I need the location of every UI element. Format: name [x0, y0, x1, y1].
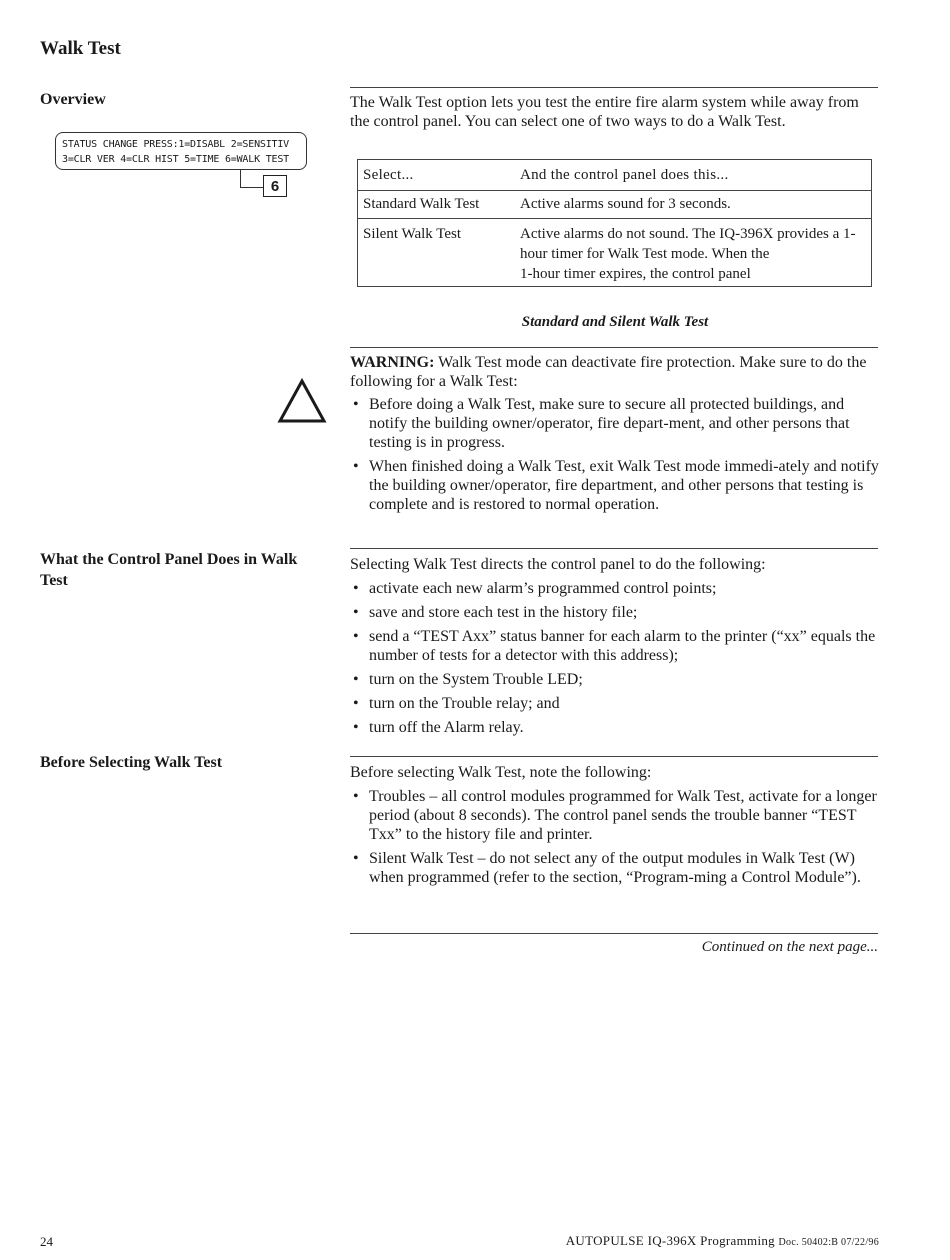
- before-block: [350, 763, 880, 887]
- section-divider: [350, 347, 878, 348]
- table-header-cell: And the control panel does this...: [520, 160, 872, 191]
- section-divider: [350, 933, 878, 934]
- warning-label: WARNING:: [350, 354, 435, 371]
- does-intro: Selecting Walk Test directs the control panel to do the following:: [350, 556, 766, 573]
- table-row: [358, 191, 872, 219]
- list-item: • Troubles – all control modules programmed for Walk Test, activate for a longer period (about 8 seconds). The control panel sends the trouble banner “TEST Txx” to the history file and printer.: [350, 787, 880, 844]
- table-cell: Active alarms sound for 3 seconds.: [520, 191, 872, 219]
- footer-doc: Doc. 50402:B 07/22/96: [778, 1237, 879, 1248]
- before-intro: Before selecting Walk Test, note the following:: [350, 764, 652, 781]
- callout-leader: [240, 170, 263, 188]
- list-item: • turn on the Trouble relay; and: [350, 694, 880, 713]
- overview-heading: Overview: [40, 91, 106, 108]
- table-caption: Standard and Silent Walk Test: [521, 314, 709, 330]
- list-item: • When finished doing a Walk Test, exit Walk Test mode immedi-ately and notify the building owner/operator, fire department, and other persons that testing is complete and is restored to normal operation.: [350, 457, 880, 514]
- list-item: • Before doing a Walk Test, make sure to secure all protected buildings, and notify the building owner/operator, fire depart-ment, and other persons that testing is in progress.: [350, 395, 880, 452]
- table-cell-line: 1-hour timer expires, the control panel: [520, 266, 751, 282]
- list-item: • turn off the Alarm relay.: [350, 718, 880, 737]
- list-item: • save and store each test in the history file;: [350, 603, 880, 622]
- list-item: • Silent Walk Test – do not select any of the output modules in Walk Test (W) when programmed (refer to the section, “Program-ming a Control Module”).: [350, 849, 880, 887]
- warning-text: [350, 353, 880, 391]
- list-item: • send a “TEST Axx” status banner for each alarm to the printer (“xx” equals the number of tests for a detector with this address);: [350, 627, 880, 665]
- section-divider: [350, 87, 878, 88]
- page-number: 24: [40, 1234, 53, 1249]
- lcd-line-2: 3=CLR VER 4=CLR HIST 5=TIME 6=WALK TEST: [62, 154, 289, 165]
- does-block: [350, 555, 880, 737]
- table-cell-line: Active alarms do not sound. The IQ-396X provides a 1-hour timer for Walk Test mode. When the: [520, 226, 856, 262]
- table-cell: Standard Walk Test: [358, 191, 521, 219]
- list-item: • turn on the System Trouble LED;: [350, 670, 880, 689]
- walk-test-table: [357, 159, 872, 287]
- table-cell: [520, 219, 872, 287]
- does-heading: What the Control Panel Does in Walk Test: [40, 551, 298, 589]
- lcd-line-1: STATUS CHANGE PRESS:1=DISABL 2=SENSITIV: [62, 139, 289, 150]
- overview-intro: The Walk Test option lets you test the entire fire alarm system while away from the control panel. You can select one of two ways to do a Walk Test.: [350, 94, 859, 130]
- lcd-display: [55, 132, 307, 170]
- table-header-cell: Select...: [358, 160, 521, 191]
- page-footer: [450, 1233, 879, 1249]
- before-list: [350, 787, 880, 887]
- does-list: [350, 579, 880, 737]
- before-heading: Before Selecting Walk Test: [40, 754, 223, 771]
- list-item: • activate each new alarm’s programmed control points;: [350, 579, 880, 598]
- callout-key: 6: [263, 175, 287, 197]
- section-divider: [350, 756, 878, 757]
- table-header-row: [358, 160, 872, 191]
- warning-block: [350, 353, 880, 514]
- table-row: [358, 219, 872, 287]
- page-title: Walk Test: [40, 38, 121, 59]
- warning-list: [350, 395, 880, 514]
- section-divider: [350, 548, 878, 549]
- table-cell: Silent Walk Test: [358, 219, 521, 287]
- footer-title: AUTOPULSE IQ-396X Programming: [565, 1233, 775, 1248]
- warning-body: Walk Test mode can deactivate fire protection. Make sure to do the following for a Walk Test:: [350, 354, 867, 390]
- warning-triangle-icon: [277, 378, 327, 424]
- continued-note: Continued on the next page...: [701, 939, 878, 955]
